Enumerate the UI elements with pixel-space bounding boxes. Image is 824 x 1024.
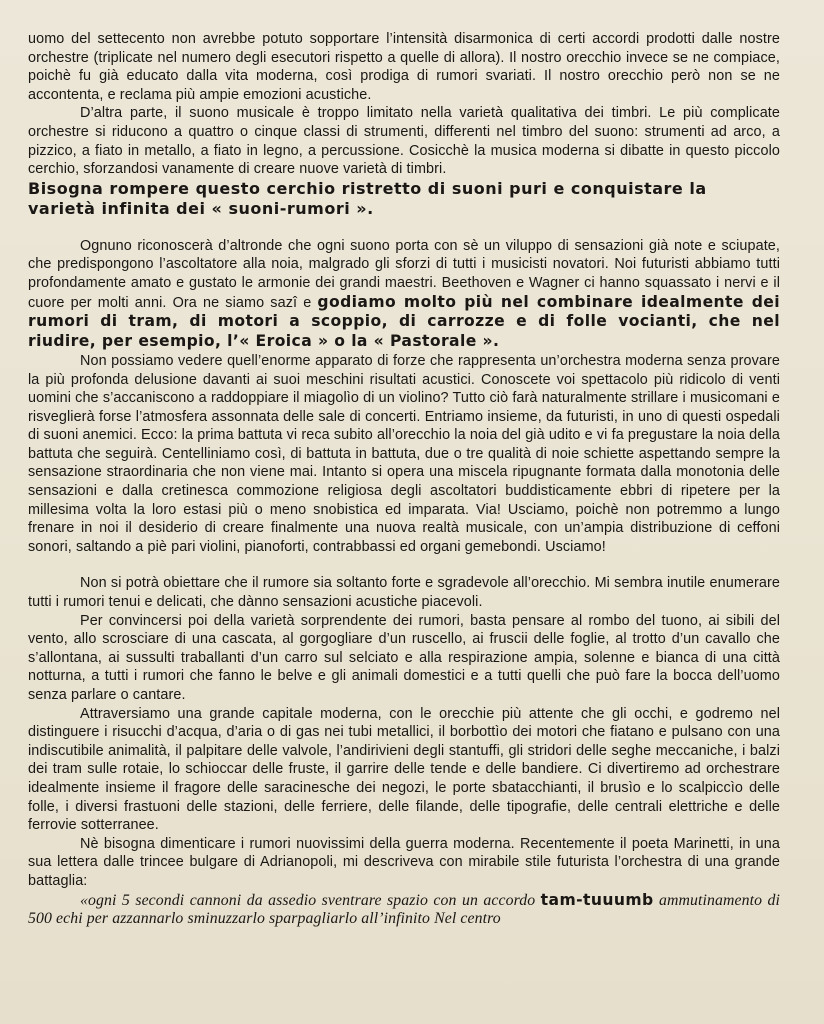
paragraph-6: Per convincersi poi della varietà sorprendente dei rumori, basta pensare al rombo del tuono, ai sibili del vento, allo scrosciare di una cascata, al gorgogliare d’un ruscello, ai fruscii delle foglie, al trotto d’un cavallo che s’allontana, ai sussulti traballanti d’un carro sul selciato e alla respirazione ampia, solenne e bianca di una città notturna, a tutti i rumori che fanno le belve e gli animali domestici e a tutti quelli che può fare la bocca dell’uomo senza parlare o cantare.: [28, 612, 780, 704]
paragraph-3-bold: godiamo molto più nel combinare idealmente dei rumori di tram, di motori a scoppio, di carrozze e di folle vocianti, che nel riudire, per esempio, l’« Eroica » o la « Pastorale ».: [28, 292, 780, 351]
page-text: [28, 30, 780, 929]
marinetti-quote: [28, 891, 780, 929]
paragraph-2: D’altra parte, il suono musicale è troppo limitato nella varietà qualitativa dei timbri. Le più complicate orchestre si riducono a quattro o cinque classi di strumenti, differenti nel timbro del suono: strumenti ad arco, a pizzico, a fiato in metallo, a fiato in legno, a percussione. Cosicchè la musica moderna si dibatte in questo piccolo cerchio, sforzandosi vanamente di creare nuove varietà di timbri.: [28, 105, 780, 178]
paragraph-1: uomo del settecento non avrebbe potuto sopportare l’intensità disarmonica di certi accordi prodotti dalle nostre orchestre (triplicate nel numero degli esecutori rispetto a quelle di allora). Il nostro orecchio invece se ne compiace, poichè fu già educato dalla vita moderna, così prodiga di rumori svariati. Il nostro orecchio però non se ne accontenta, e reclama più ampie emozioni acustiche.: [28, 31, 780, 103]
paragraph-4: Non possiamo vedere quell’enorme apparato di forze che rappresenta un’orchestra moderna senza provare la più profonda delusione davanti ai suoi meschini risultati acustici. Conoscete voi spettacolo più ridicolo di venti uomini che s’accaniscono a raddoppiare il miagolìo di un violino? Tutto ciò farà naturalmente strillare i musicomani e risveglierà forse l’atmosfera assonnata delle sale di concerti. Entriamo insieme, da futuristi, in uno di questi ospedali di suoni anemici. Ecco: la prima battuta vi reca subito all’orecchio la noia del già udito e vi fa pregustare la noia della battuta che seguirà. Centelliniamo così, di battuta in battuta, due o tre qualità di noie schiette aspettando sempre la sensazione straordinaria che non viene mai. Intanto si opera una miscela ripugnante formata dalla monotonia delle sensazioni e dalla cretinesca commozione religiosa degli ascoltatori buddisticamente ebbri di ripetere per la millesima volta la loro estasi più o meno snobistica ed imparata. Via! Usciamo, poichè non potremmo a lungo frenare in noi il desiderio di creare finalmente una nuova realtà musicale, con un’ampia distribuzione di ceffoni sonori, saltando a piè pari violini, pianoforti, contrabbassi ed organi gemebondi. Usciamo!: [28, 352, 780, 555]
quote-part-b: ammutinamento di 500 echi per azzannarlo sminuzzarlo sparpagliarlo all’infinito Nel centro: [28, 891, 780, 928]
paragraph-5: Non si potrà obiettare che il rumore sia soltanto forte e sgradevole all’orecchio. Mi sembra inutile enumerare tutti i rumori tenui e delicati, che dànno sensazioni acustiche piacevoli.: [28, 575, 780, 611]
paragraph-3-plain: Ognuno riconoscerà d’altronde che ogni suono porta con sè un viluppo di sensazioni già note e sciupate, che predispongono l’ascoltatore alla noia, malgrado gli sforzi di tutti i musicisti novatori. Noi futuristi abbiamo tutti profondamente amato e gustato le armonie dei grandi maestri. Beethoven e Wagner ci hanno squassato i nervi e il cuore per molti anni. Ora ne siamo sazî e: [28, 237, 780, 311]
quote-onomatopoeia: tam-tuuumb: [540, 890, 654, 909]
quote-part-a: «ogni 5 secondi cannoni da assedio sventrare spazio con un accordo: [80, 891, 536, 909]
paragraph-7: Attraversiamo una grande capitale moderna, con le orecchie più attente che gli occhi, e godremo nel distinguere i risucchi d’acqua, d’aria o di gas nei tubi metallici, il borbottìo dei motori che fiatano e pulsano con una indiscutibile animalità, il palpitare delle valvole, l’andirivieni degli stantuffi, gli stridori delle seghe meccaniche, i balzi dei tram sulle rotaie, lo schioccar delle fruste, il garrire delle tende e delle bandiere. Ci divertiremo ad orchestrare idealmente insieme il fragore delle saracinesche dei negozi, le porte sbatacchianti, il brusìo e lo scalpiccìo delle folle, i diversi frastuoni delle stazioni, delle ferriere, delle filande, delle tipografie, delle centrali elettriche e delle ferrovie sotterranee.: [28, 705, 780, 834]
slogan: Bisogna rompere questo cerchio ristretto di suoni puri e conquistare la varietà infinita dei « suoni-rumori ».: [28, 178, 707, 218]
paragraph-8: Nè bisogna dimenticare i rumori nuovissimi della guerra moderna. Recentemente il poeta Marinetti, in una sua lettera dalle trincee bulgare di Adrianopoli, mi descriveva con mirabile stile futurista l’orchestra di una grande battaglia:: [28, 835, 780, 889]
paragraph-3: [28, 237, 780, 352]
